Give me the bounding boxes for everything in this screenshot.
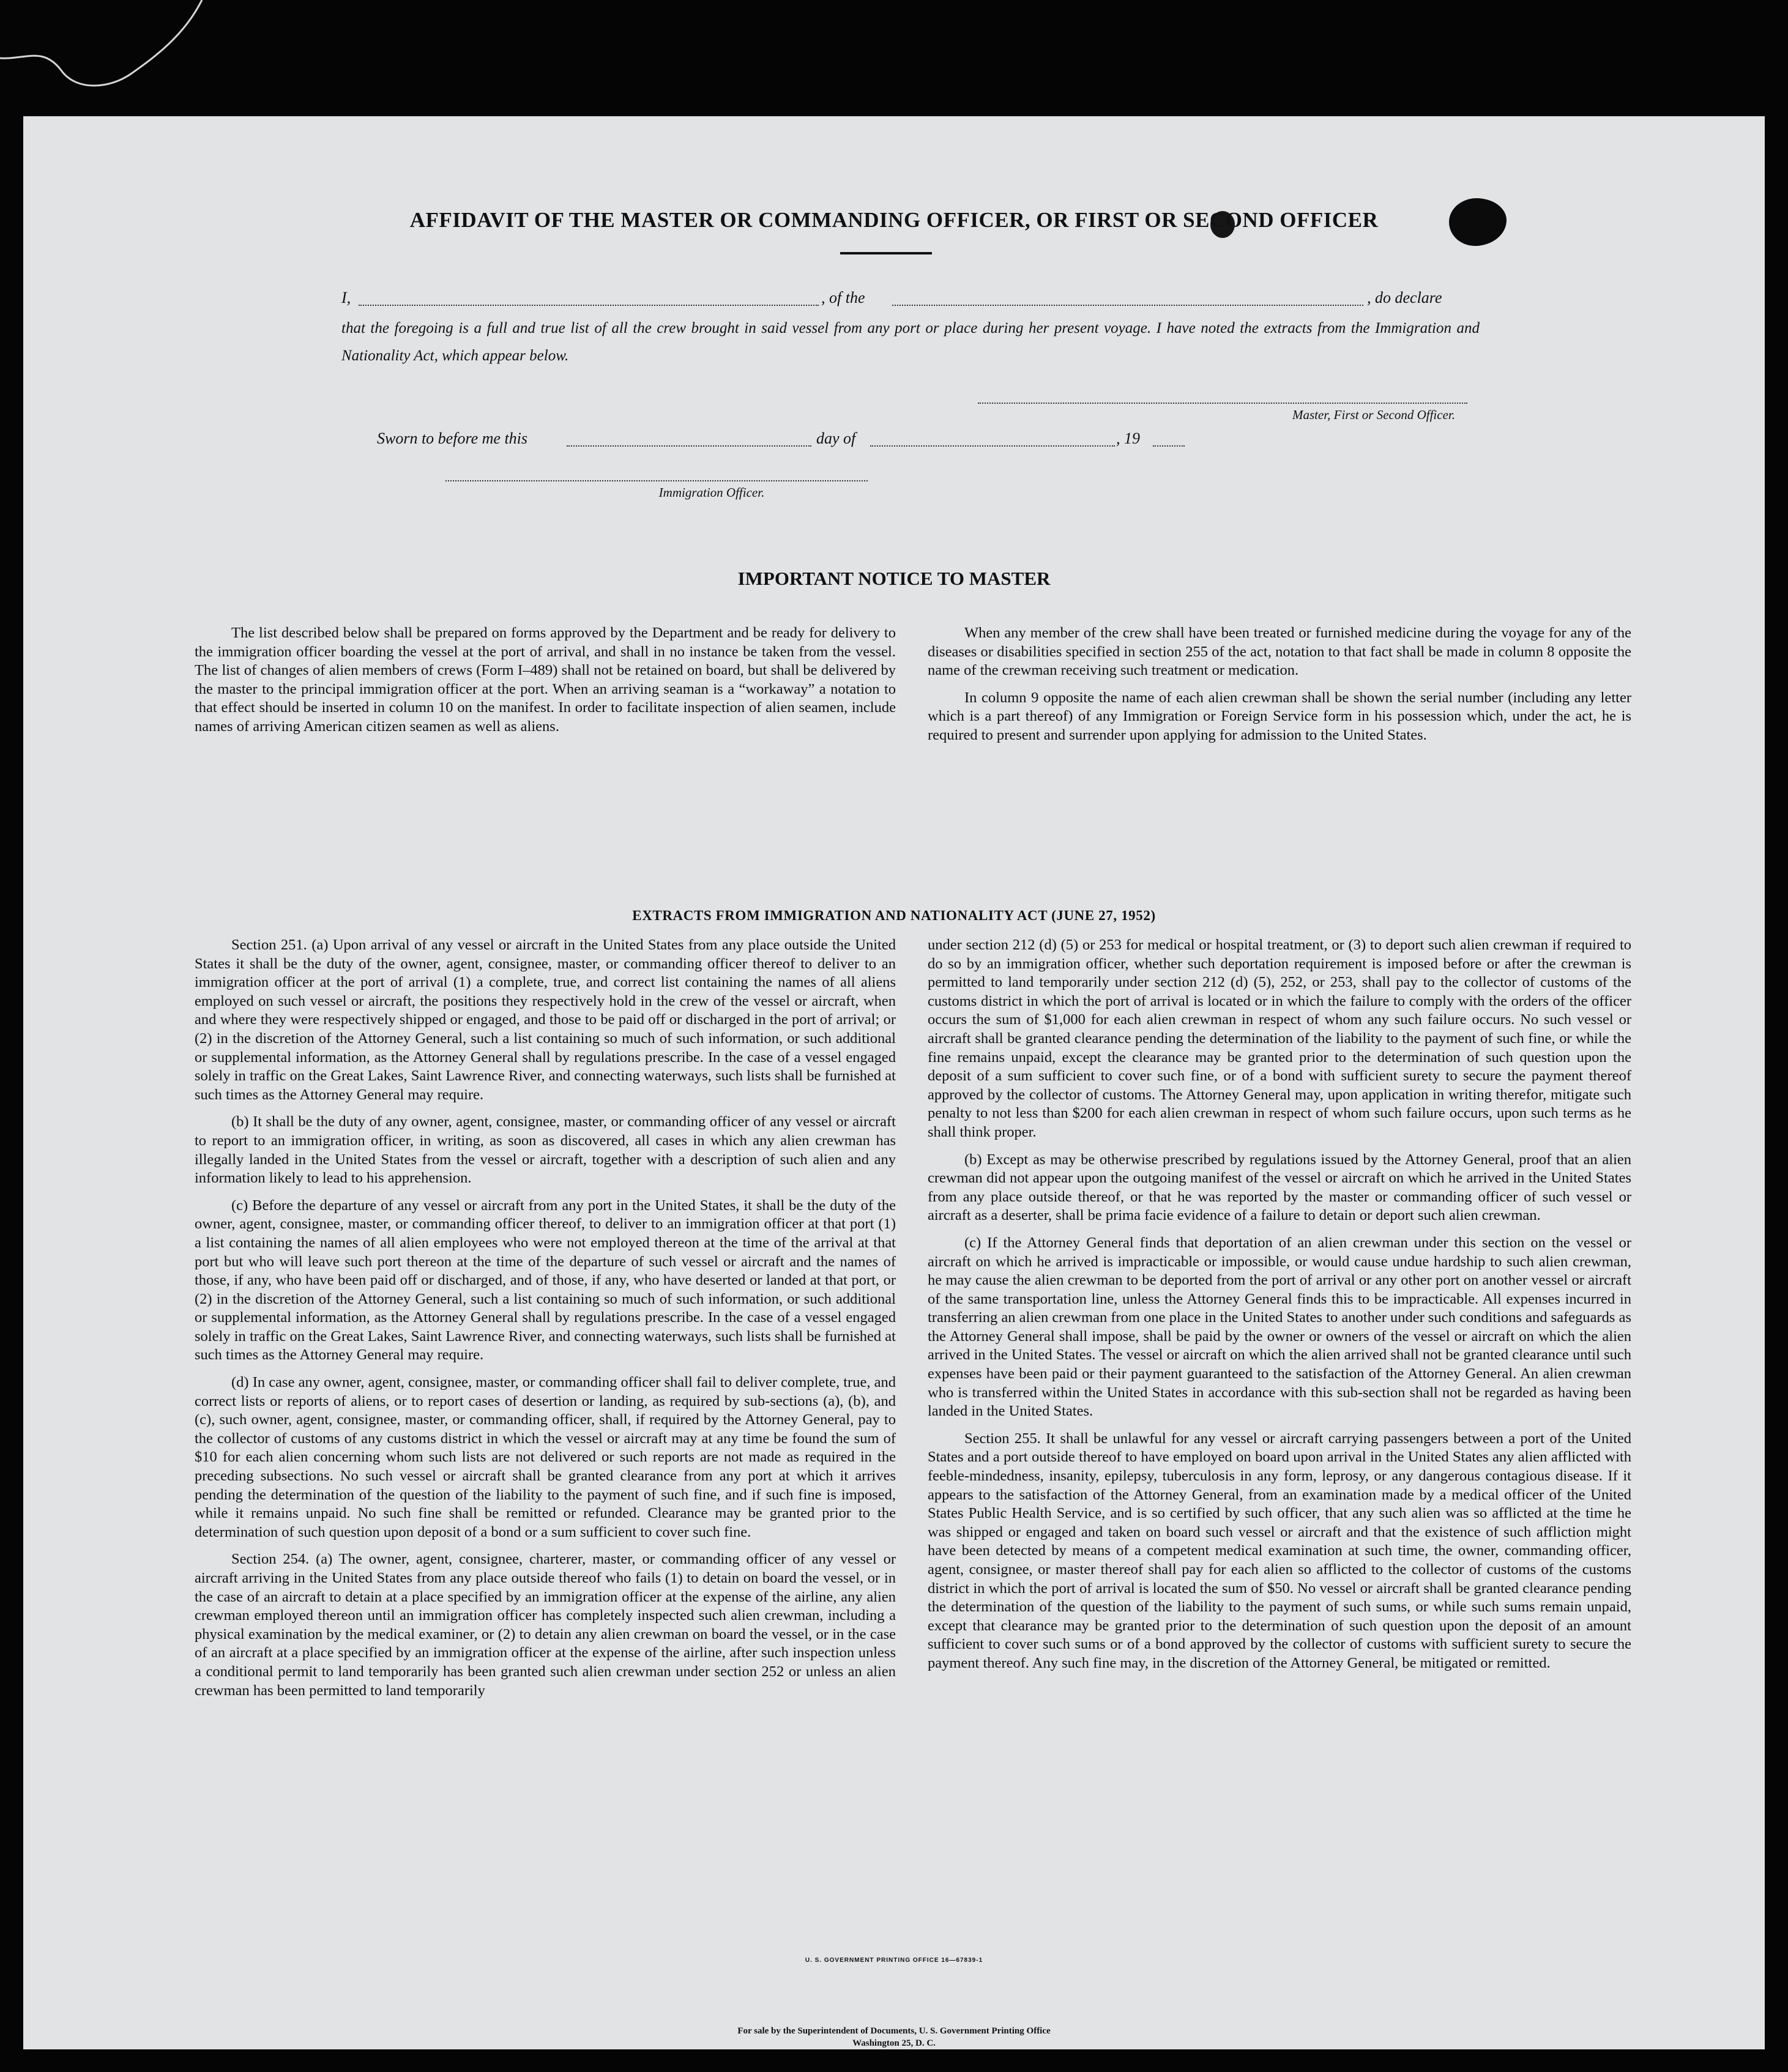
section-254a-continued-paragraph: under section 212 (d) (5) or 253 for medical or hospital treatment, or (3) to deport such alien crewman if required to do so by an immigration officer, whether such deportation requirement is imposed before or after the crewman is permitted to land temporarily under section 212 (d) (5), 252, or 253, shall pay to the collector of customs of the customs district in which the port of arrival is located or in which the failure to comply with the orders of the officer occurs the sum of $1,000 for each alien crewman in respect of whom any such failure occurs. No such vessel or aircraft shall be granted clearance pending the determination of the liability to the payment of such fine, or while the fine remains unpaid, except the clearance may be granted prior to the determination of such question upon the deposit of a sum sufficient to cover such fine, or of a bond with sufficient surety to secure the payment thereof approved by the collector of customs. The Attorney General may, upon application in writing therefor, mitigate such penalty to not less than $200 for each alien crewman in respect of whom such failure occurs, upon such terms as he shall think proper. <box>928 937 1631 1140</box>
form-page <box>23 116 1765 2049</box>
master-signature-block <box>978 396 1467 423</box>
immigration-officer-signature-field[interactable] <box>445 474 868 481</box>
notice-left-column <box>195 624 896 745</box>
year-label: , 19 <box>1116 429 1140 447</box>
immigration-officer-signature-block <box>445 474 868 500</box>
extracts-title: EXTRACTS FROM IMMIGRATION AND NATIONALITY ACT (JUNE 27, 1952) <box>632 908 1156 923</box>
scan-edge-artifact <box>0 0 245 116</box>
title-rule <box>840 252 932 254</box>
sworn-day-field[interactable] <box>567 432 811 447</box>
section-251d-paragraph: (d) In case any owner, agent, consignee, master, or commanding officer shall fail to deliver complete, true, and correct lists or reports of aliens, or to report cases of desertion or landing, as required by sub-sections (a), (b), and (c), such owner, agent, consignee, master, or commanding officer, shall, if required by the Attorney General, pay to the collector of customs of any customs district in which the vessel or aircraft may at any time be found the sum of $10 for each alien concerning whom such lists are not delivered or such reports are not made as required in the preceding subsections. No such vessel or aircraft shall be granted clearance from any port at which it arrives pending the determination of the question of the liability to the payment of such fine, and if such fine is imposed, while it remains unpaid. No such fine shall be remitted or refunded. Clearance may be granted prior to the determination of such question upon deposit of a bond or a sum sufficient to cover such fine. <box>195 1374 896 1540</box>
notice-title: IMPORTANT NOTICE TO MASTER <box>737 568 1051 589</box>
day-of-label: day of <box>816 429 856 447</box>
section-251b-paragraph: (b) It shall be the duty of any owner, agent, consignee, master, or commanding officer of any vessel or aircraft to report to an immigration officer, in writing, as soon as discovered, all cases in which any alien crewman has illegally landed in the United States from the vessel or aircraft, together with a description of such alien and any information likely to lead to his apprehension. <box>195 1113 896 1187</box>
sale-notice-line: For sale by the Superintendent of Documents, U. S. Government Printing Office <box>737 2026 1051 2036</box>
affidavit-title: AFFIDAVIT OF THE MASTER OR COMMANDING OFFICER, OR FIRST OR SECOND OFFICER <box>409 208 1379 232</box>
section-254b-paragraph: (b) Except as may be otherwise prescribed by regulations issued by the Attorney General, proof that an alien crewman did not appear upon the outgoing manifest of the vessel or aircraft on which he arrived in the United States from any place outside thereof, or that he was reported by the master or commanding officer of such vessel or aircraft as a deserter, shall be prima facie evidence of a failure to detain or deport such alien crewman. <box>928 1151 1631 1224</box>
declaration-text: that the foregoing is a full and true list of all the crew brought in said vessel from any port or place during her present voyage. I have noted the extracts from the Immigration and Nationality Act, which appear below. <box>341 320 1480 364</box>
section-255-paragraph: Section 255. It shall be unlawful for any vessel or aircraft carrying passengers between a port of the United States and a port outside thereof to have employed on board upon arrival in the United States any alien afflicted with feeble-mindedness, insanity, epilepsy, tuberculosis in any form, leprosy, or any dangerous contagious disease. If it appears to the satisfaction of the Attorney General, from an examination made by a medical officer of the United States Public Health Service, and is so certified by such officer, that any such alien was so afflicted at the time he was shipped or engaged and taken on board such vessel or aircraft and that the existence of such affliction might have been detected by means of a competent medical examination at such time, the owner, commanding officer, agent, consignee, or master thereof shall pay for each alien so afflicted to the collector of customs of the customs district in which the port of arrival is located the sum of $50. No vessel or aircraft shall be granted clearance pending the determination of the question of the liability to the payment of such sums, or while such sums remain unpaid, except that clearance may be granted prior to the determination of such question upon the deposit of an amount sufficient to cover such sums or of a bond approved by the collector of customs with sufficient surety to secure the payment thereof. Any such fine may, in the discretion of the Attorney General, be mitigated or remitted. <box>928 1430 1631 1671</box>
section-254c-paragraph: (c) If the Attorney General finds that deportation of an alien crewman under this section on the vessel or aircraft on which he arrived is impracticable or impossible, or would cause undue hardship to such alien crewman, he may cause the alien crewman to be deported from the port of arrival or any other port on another vessel or aircraft of the same transportation line, unless the Attorney General finds this to be impracticable. All expenses incurred in transferring an alien crewman from one place in the United States to another under such conditions and safeguards as the Attorney General shall impose, shall be paid by the owner or owners of the vessel or aircraft on which the alien arrived in the United States. The vessel or aircraft on which the alien arrived shall not be granted clearance until such expenses have been paid or their payment guaranteed to the satisfaction of the Attorney General. An alien crewman who is transferred within the United States in accordance with this sub-section shall not be regarded as having been landed in the United States. <box>928 1234 1631 1420</box>
sworn-month-field[interactable] <box>870 432 1115 447</box>
printing-office-code: U. S. GOVERNMENT PRINTING OFFICE 16—67839-1 <box>805 1957 983 1964</box>
notice-paragraph: In column 9 opposite the name of each alien crewman shall be shown the serial number (including any letter which is a part thereof) of any Immigration or Foreign Service form in his possession which, under the act, he is required to present and surrender upon applying for admission to the United States. <box>928 689 1631 743</box>
sale-notice-line: Washington 25, D. C. <box>852 2038 936 2048</box>
declaration-i-label: I, <box>341 289 351 306</box>
sworn-label: Sworn to before me this <box>377 429 528 447</box>
sworn-year-field[interactable] <box>1153 432 1185 447</box>
section-254a-paragraph: Section 254. (a) The owner, agent, consignee, charterer, master, or commanding officer of any vessel or aircraft arriving in the United States from any place outside thereof who fails (1) to detain on board the vessel, or in the case of an aircraft to detain at a place specified by an immigration officer at the expense of the airline, any alien crewman employed thereon until an immigration officer has completely inspected such alien crewman, including a physical examination by the medical examiner, or (2) to detain any alien crewman on board the vessel, or in the case of an aircraft at a place specified by an immigration officer at the expense of the airline, after such inspection unless a conditional permit to land temporarily has been granted such alien crewman under section 252 or unless an alien crewman has been permitted to land temporarily <box>195 1551 896 1699</box>
declaration-declare-label: , do declare <box>1367 289 1442 306</box>
declaration-of-label: , of the <box>821 289 865 306</box>
sale-notice <box>23 2025 1765 2049</box>
notice-right-column <box>928 624 1631 754</box>
master-signature-field[interactable] <box>978 396 1467 404</box>
notice-paragraph: The list described below shall be prepared on forms approved by the Department and be ready for delivery to the immigration officer boarding the vessel at the port of arrival, and shall in no instance be taken from the vessel. The list of changes of alien members of crews (Form I–489) shall not be retained on board, but shall be delivered by the master to the principal immigration officer at the port. When an arriving seaman is a “workaway” a notation to that effect should be inserted in column 10 on the manifest. In order to facilitate inspection of alien seamen, include names of arriving American citizen seamen as well as aliens. <box>195 625 896 735</box>
vessel-blank-field[interactable] <box>892 291 1363 306</box>
section-251c-paragraph: (c) Before the departure of any vessel or aircraft from any port in the United States, it shall be the duty of the owner, agent, consignee, master, or commanding officer thereof, to deliver to an immigration officer at that port (1) a list containing the names of all alien employees who were not employed thereon at the time of the arrival at that port but who will leave such port thereon at the time of the departure of such vessel or aircraft and the names of those, if any, who have been paid off or discharged, and of those, if any, who have deserted or landed at that port, or (2) in the discretion of the Attorney General, such a list containing so much of such information, or such additional or supplemental information, as the Attorney General shall by regulations prescribe. In the case of a vessel engaged solely in traffic on the Great Lakes, Saint Lawrence River, and connecting waterways, such lists shall be furnished at such times as the Attorney General may require. <box>195 1197 896 1364</box>
extracts-left-column <box>195 936 896 1709</box>
extracts-right-column <box>928 936 1631 1682</box>
name-blank-field[interactable] <box>359 291 819 306</box>
section-251a-paragraph: Section 251. (a) Upon arrival of any vessel or aircraft in the United States from any place outside the United States it shall be the duty of the owner, agent, consignee, master, or commanding officer thereof to deliver to an immigration officer at the port of arrival (1) a complete, true, and correct list containing the names of all aliens employed on such vessel or aircraft, the positions they respectively hold in the crew of the vessel or aircraft, when and where they were respectively shipped or engaged, and those to be paid off or discharged in the port of arrival; or (2) in the discretion of the Attorney General, such a list containing so much of such information, or such additional or supplemental information, as the Attorney General shall by regulations prescribe. In the case of a vessel engaged solely in traffic on the Great Lakes, Saint Lawrence River, and connecting waterways, such lists shall be furnished at such times as the Attorney General may require. <box>195 937 896 1103</box>
notice-paragraph: When any member of the crew shall have been treated or furnished medicine during the voyage for any of the diseases or disabilities specified in section 255 of the act, notation to that fact shall be made in column 8 opposite the name of the crewman receiving such treatment or medication. <box>928 625 1631 679</box>
immigration-officer-caption: Immigration Officer. <box>658 485 765 500</box>
master-signature-caption: Master, First or Second Officer. <box>1292 407 1455 422</box>
